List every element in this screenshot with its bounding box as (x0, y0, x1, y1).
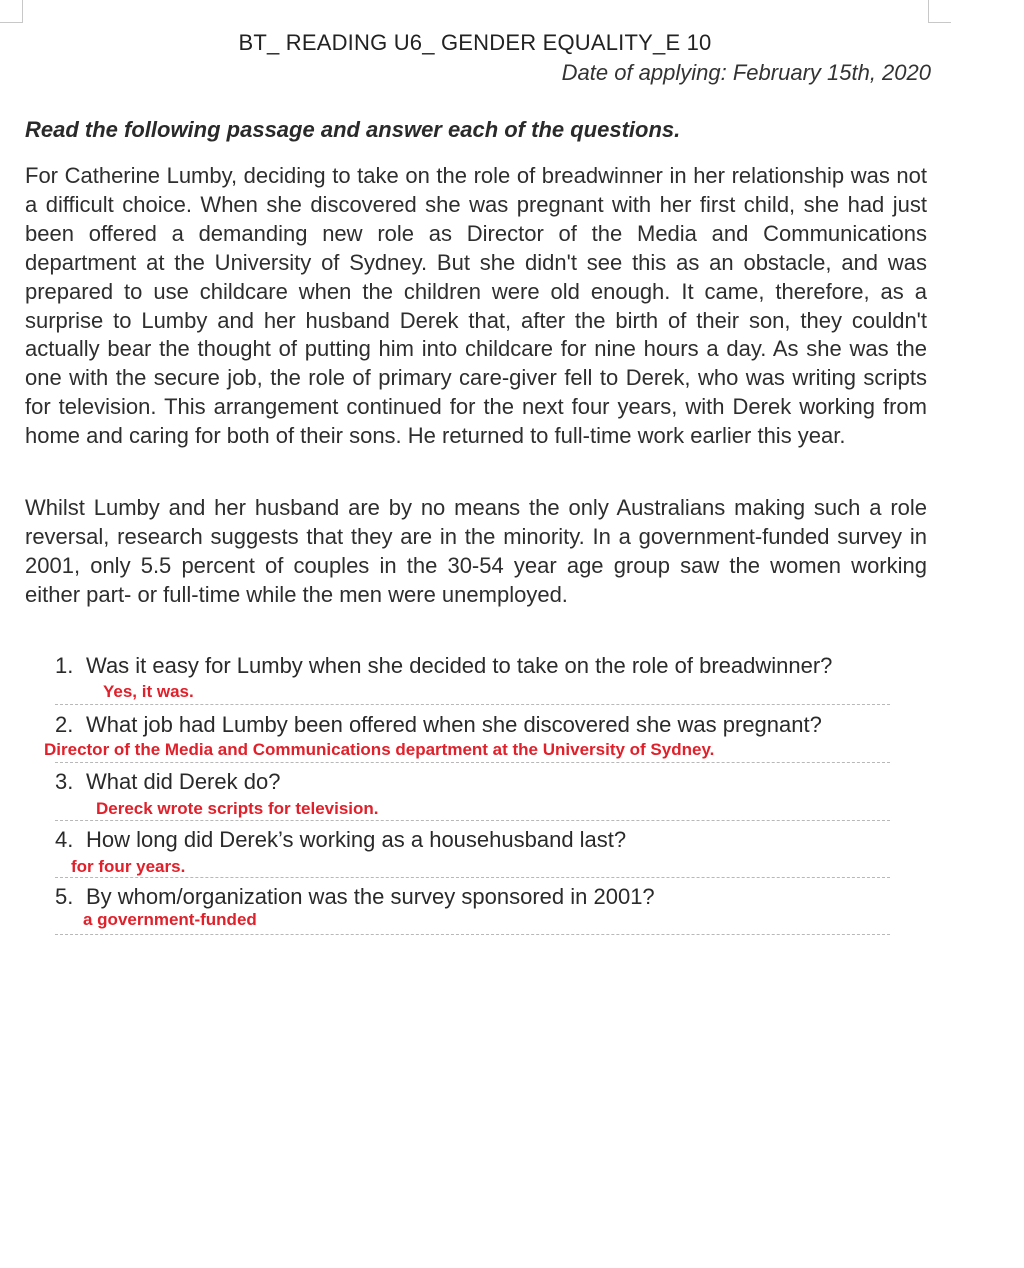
question-text: By whom/organization was the survey sponsored in 2001? (86, 884, 655, 909)
page-corner-mark-left (0, 0, 23, 23)
passage-paragraph-1: For Catherine Lumby, deciding to take on the role of breadwinner in her relationship was not a difficult choice. When she discovered she was pregnant with her first child, she had just been offered a demanding new role as Director of the Media and Communications department at the University of Sydney. But she didn't see this as an obstacle, and was prepared to use childcare when the children were old enough. It came, therefore, as a surprise to Lumby and her husband Derek that, after the birth of their son, they couldn't actually bear the thought of putting him into childcare for nine hours a day. As she was the one with the secure job, the role of primary care-giver fell to Derek, who was writing scripts for television. This arrangement continued for the next four years, with Derek working from home and caring for both of their sons. He returned to full-time work earlier this year. (25, 163, 927, 449)
answer-line-1 (55, 704, 890, 705)
question-number: 4. (55, 827, 74, 852)
question-text: What job had Lumby been offered when she discovered she was pregnant? (86, 712, 822, 737)
date-of-applying: Date of applying: February 15th, 2020 (561, 60, 931, 85)
instruction-text: Read the following passage and answer each of the questions. (25, 117, 681, 142)
answer-line-3 (55, 820, 890, 821)
answer-1: Yes, it was. (103, 682, 194, 701)
question-5 (55, 884, 655, 910)
question-number: 2. (55, 712, 74, 737)
page-corner-mark-right (928, 0, 951, 23)
question-3 (55, 769, 280, 795)
question-number: 5. (55, 884, 74, 909)
answer-3: Dereck wrote scripts for television. (96, 799, 379, 818)
question-number: 1. (55, 653, 74, 678)
question-text: Was it easy for Lumby when she decided to take on the role of breadwinner? (86, 653, 833, 678)
passage-paragraph-2: Whilst Lumby and her husband are by no means the only Australians making such a role reversal, research suggests that they are in the minority. In a government-funded survey in 2001, only 5.5 percent of couples in the 30-54 year age group saw the women working either part- or full-time while the men were unemployed. (25, 495, 927, 607)
answer-5: a government-funded (83, 910, 257, 929)
answer-line-4 (55, 877, 890, 878)
question-text: How long did Derek’s working as a househusband last? (86, 827, 627, 852)
question-text: What did Derek do? (86, 769, 281, 794)
document-title: BT_ READING U6_ GENDER EQUALITY_E 10 (238, 30, 712, 55)
question-4 (55, 827, 626, 853)
question-number: 3. (55, 769, 74, 794)
question-1 (55, 653, 832, 679)
answer-line-5 (55, 934, 890, 935)
question-2 (55, 712, 822, 738)
answer-2: Director of the Media and Communications department at the University of Sydney. (44, 740, 715, 759)
answer-4: for four years. (71, 857, 186, 876)
answer-line-2 (55, 762, 890, 763)
